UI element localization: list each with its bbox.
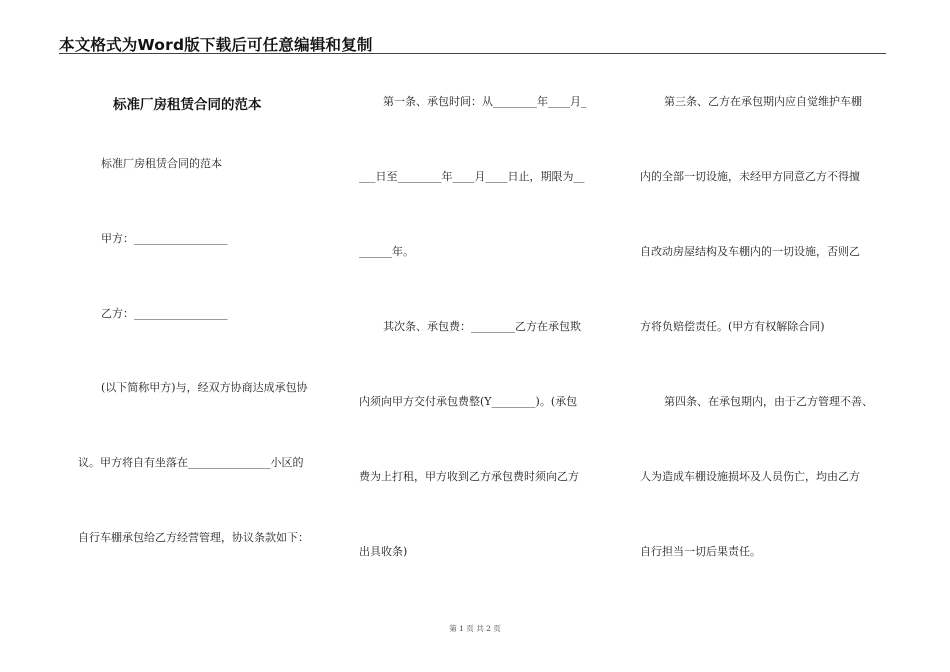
clause-3-line: 方将负赔偿责任。(甲方有权解除合同) [640, 320, 825, 333]
clause-3-line: 第三条、乙方在承包期内应自觉维护车棚 [664, 95, 862, 108]
clause-2-line: 其次条、承包费：________乙方在承包欺 [383, 320, 581, 333]
page-header-title: 本文格式为Word版下载后可任意编辑和复制 [59, 36, 373, 54]
document-title: 标准厂房租赁合同的范本 [113, 97, 262, 113]
clause-1-line: 第一条、承包时间：从________年____月_ [383, 95, 587, 108]
header-divider [59, 53, 886, 54]
paragraph-line: 标准厂房租赁合同的范本 [101, 157, 222, 170]
party-b-line: 乙方：_________________ [101, 307, 228, 320]
party-a-line: 甲方：_________________ [101, 232, 228, 245]
paragraph-line: (以下简称甲方)与，经双方协商达成承包协 [101, 381, 308, 394]
clause-1-line: ______年。 [359, 245, 414, 258]
clause-2-line: 内须向甲方交付承包费整(Y________)。(承包 [359, 395, 578, 408]
clause-4-line: 第四条、在承包期内，由于乙方管理不善、 [664, 395, 873, 408]
clause-1-line: ___日至________年____月____日止，期限为__ [359, 170, 585, 183]
paragraph-line: 自行车棚承包给乙方经营管理，协议条款如下： [78, 531, 309, 544]
clause-3-line: 内的全部一切设施，未经甲方同意乙方不得擅 [640, 170, 860, 183]
clause-4-line: 人为造成车棚设施损坏及人员伤亡，均由乙方 [640, 470, 860, 483]
clause-2-line: 出具收条) [359, 545, 408, 558]
clause-2-line: 费为上打租，甲方收到乙方承包费时须向乙方 [359, 470, 579, 483]
clause-3-line: 自改动房屋结构及车棚内的一切设施，否则乙 [640, 245, 860, 258]
paragraph-line: 议。甲方将自有坐落在_______________小区的 [78, 456, 304, 469]
clause-4-line: 自行担当一切后果责任。 [640, 545, 761, 558]
page-number: 第 1 页 共 2 页 [449, 624, 501, 633]
